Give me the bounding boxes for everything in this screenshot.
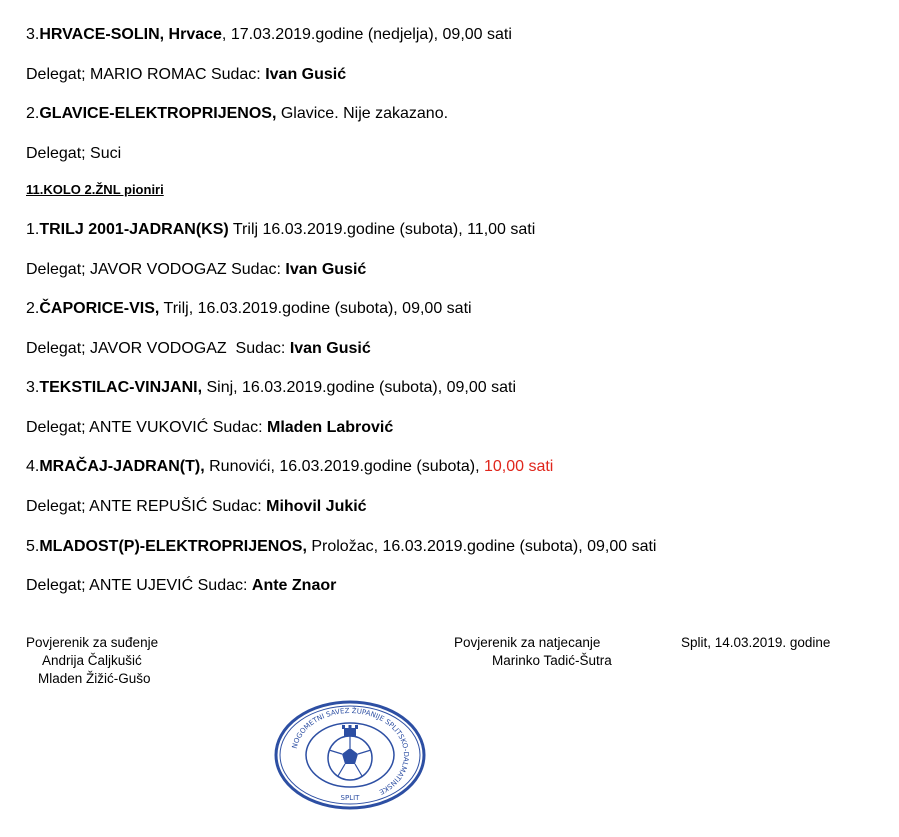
delegat-label: Delegat; xyxy=(26,66,91,83)
delegat-label: Delegat; xyxy=(26,261,91,278)
sudac-name: Mihovil Jukić xyxy=(266,498,367,515)
sudac-label: Sudac: xyxy=(235,340,290,357)
match-teams: ČAPORICE-VIS, xyxy=(39,300,160,317)
date-place: Split, 14.03.2019. godine xyxy=(681,635,831,650)
sudenje-name: Andrija Čaljkušić xyxy=(42,653,142,668)
officials-line xyxy=(26,260,366,280)
delegat-name: Suci xyxy=(90,145,122,162)
sudac-label: Sudac: xyxy=(211,498,267,515)
match-teams: TRILJ 2001-JADRAN(KS) xyxy=(39,221,229,238)
sudac-label: Sudac: xyxy=(197,577,252,594)
sudac-name: Ante Znaor xyxy=(251,577,337,594)
sudac-label: Sudac: xyxy=(210,66,266,83)
officials-line xyxy=(26,339,371,359)
match-line xyxy=(26,378,516,398)
delegat-label: Delegat; xyxy=(26,577,90,594)
match-number: 5. xyxy=(26,538,40,555)
match-number: 3. xyxy=(26,26,40,43)
match-line xyxy=(26,25,512,45)
match-line xyxy=(26,220,535,240)
match-number: 2. xyxy=(26,105,40,122)
svg-text:NOGOMETNI SAVEZ ŽUPANIJE SPLIT: NOGOMETNI SAVEZ ŽUPANIJE SPLITSKO-DALMATINSKE xyxy=(290,706,411,796)
natjecanje-name: Marinko Tadić-Šutra xyxy=(492,653,612,668)
delegat-label: Delegat; xyxy=(26,498,90,515)
sudac-name: Ivan Gusić xyxy=(289,340,371,357)
delegat-name: ANTE UJEVIĆ xyxy=(89,577,198,594)
officials-line xyxy=(26,418,393,438)
match-details: , 17.03.2019.godine (nedjelja), 09,00 sati xyxy=(221,26,512,43)
match-number: 4. xyxy=(26,458,40,475)
highlighted-time: 10,00 sati xyxy=(483,458,554,475)
match-number: 3. xyxy=(26,379,40,396)
match-line xyxy=(26,299,472,319)
sudac-label: Sudac: xyxy=(212,419,267,436)
match-number: 1. xyxy=(26,221,40,238)
delegat-name: ANTE REPUŠIĆ xyxy=(89,498,212,515)
delegat-name: JAVOR VODOGAZ xyxy=(90,261,232,278)
delegat-label: Delegat; xyxy=(26,145,91,162)
delegat-label: Delegat; xyxy=(26,340,91,357)
sudenje-name: Mladen Žižić-Gušo xyxy=(38,671,151,686)
officials-line xyxy=(26,65,346,85)
match-details: Sinj, 16.03.2019.godine (subota), 09,00 sati xyxy=(202,379,517,396)
football-association-stamp xyxy=(272,698,428,812)
match-number: 2. xyxy=(26,300,40,317)
sudac-name: Ivan Gusić xyxy=(265,66,347,83)
svg-text:SPLIT: SPLIT xyxy=(340,794,360,802)
officials-line xyxy=(26,576,336,596)
match-details: Glavice. Nije zakazano. xyxy=(276,105,449,122)
sudac-name: Ivan Gusić xyxy=(285,261,367,278)
delegat-name: MARIO ROMAC xyxy=(90,66,211,83)
officials-line xyxy=(26,144,121,164)
match-line xyxy=(26,104,448,124)
match-details: Trilj, 16.03.2019.godine (subota), 09,00 sati xyxy=(159,300,472,317)
match-teams: MRAČAJ-JADRAN(T), xyxy=(39,458,205,475)
match-details: Trilj 16.03.2019.godine (subota), 11,00 sati xyxy=(228,221,536,238)
sudenje-title: Povjerenik za suđenje xyxy=(26,635,159,650)
sudac-name: Mladen Labrović xyxy=(267,419,394,436)
match-teams: MLADOST(P)-ELEKTROPRIJENOS, xyxy=(39,538,307,555)
match-teams: HRVACE-SOLIN, xyxy=(39,26,165,43)
match-line xyxy=(26,457,553,477)
delegat-label: Delegat; xyxy=(26,419,90,436)
match-teams: TEKSTILAC-VINJANI, xyxy=(39,379,203,396)
match-details: Runovići, 16.03.2019.godine (subota), xyxy=(204,458,484,475)
officials-line xyxy=(26,497,367,517)
delegat-name: ANTE VUKOVIĆ xyxy=(89,419,213,436)
match-details: Proložac, 16.03.2019.godine (subota), 09,00 sati xyxy=(306,538,657,555)
section-heading: 11.KOLO 2.ŽNL pioniri xyxy=(26,182,164,197)
match-teams: GLAVICE-ELEKTROPRIJENOS, xyxy=(39,105,277,122)
match-line xyxy=(26,537,656,557)
delegat-name: JAVOR VODOGAZ xyxy=(90,340,236,357)
sudac-label: Sudac: xyxy=(231,261,286,278)
natjecanje-title: Povjerenik za natjecanje xyxy=(454,635,601,650)
match-place: Hrvace xyxy=(164,26,222,43)
